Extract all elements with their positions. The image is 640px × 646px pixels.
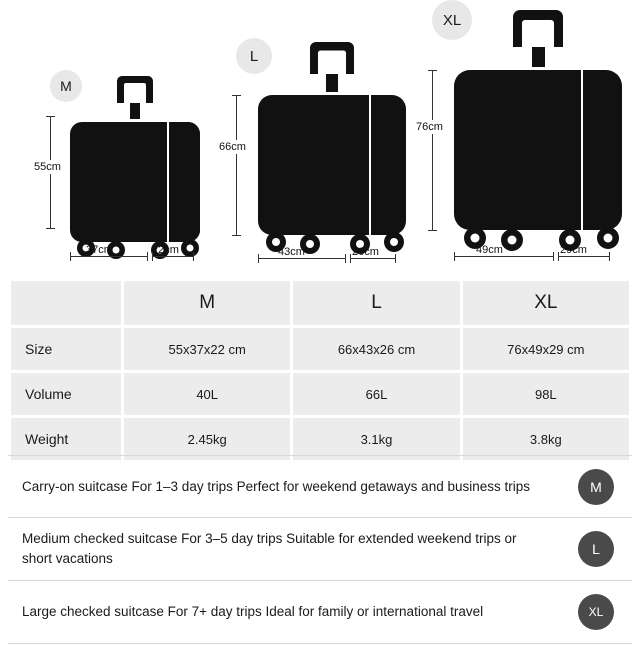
dim-line-width-l [258, 258, 346, 259]
dim-line-width-xl [454, 256, 554, 257]
dim-tick-dr-xl [609, 252, 610, 261]
suitcase-group-xl [414, 0, 634, 272]
cell-size-l: 66x43x26 cm [293, 328, 459, 370]
dim-tick-wr-m [147, 252, 148, 261]
table-header-m: M [124, 281, 290, 325]
dim-tick-dr-m [193, 252, 194, 261]
cell-volume-m: 40L [124, 373, 290, 415]
suitcase-icon-m [64, 74, 204, 264]
cell-weight-m: 2.45kg [124, 418, 290, 460]
table-header-row [11, 281, 629, 325]
list-item [8, 518, 632, 581]
table-row [11, 418, 629, 460]
row-label-size: Size [11, 328, 121, 370]
dim-tick-dl-xl [558, 252, 559, 261]
description-badge-xl [578, 594, 614, 630]
dim-depth-label-xl: 29cm [560, 244, 587, 256]
cell-volume-l: 66L [293, 373, 459, 415]
dim-width-label-l: 43cm [278, 246, 305, 258]
cell-size-xl: 76x49x29 cm [463, 328, 629, 370]
suitcase-illustration-area [0, 0, 640, 275]
cell-weight-l: 3.1kg [293, 418, 459, 460]
table-header-l: L [293, 281, 459, 325]
dim-tick-wr-xl [553, 252, 554, 261]
cell-volume-xl: 98L [463, 373, 629, 415]
dim-line-height-l [236, 95, 237, 235]
dim-line-width-m [70, 256, 148, 257]
size-badge-m: M [50, 70, 82, 102]
dim-line-depth-m [152, 256, 194, 257]
table-header-xl: XL [463, 281, 629, 325]
table-row [11, 373, 629, 415]
dim-depth-label-l: 26cm [352, 246, 379, 258]
cell-weight-xl: 3.8kg [463, 418, 629, 460]
dim-width-label-xl: 49cm [476, 244, 503, 256]
description-badge-label-l: L [592, 541, 600, 557]
dim-tick-wr-l [345, 254, 346, 263]
dim-tick-wl-l [258, 254, 259, 263]
dim-tick-wl-xl [454, 252, 455, 261]
size-badge-l: L [236, 38, 272, 74]
dim-tick-bottom-m [46, 228, 55, 229]
dim-tick-top-m [46, 116, 55, 117]
list-item [8, 455, 632, 518]
row-label-volume: Volume [11, 373, 121, 415]
size-badge-xl: XL [432, 0, 472, 40]
dim-line-depth-xl [558, 256, 610, 257]
dim-width-label-m: 37cm [86, 244, 113, 256]
description-text-l: Medium checked suitcase For 3–5 day trips Suitable for extended weekend trips or short vacations [22, 531, 517, 566]
suitcase-icon-l [252, 40, 412, 258]
suitcase-group-l [219, 32, 422, 272]
dim-height-label-xl: 76cm [416, 121, 443, 133]
description-badge-label-xl: XL [588, 605, 604, 619]
dim-tick-dr-l [395, 254, 396, 263]
description-badge-l [578, 531, 614, 567]
dim-tick-top-l [232, 95, 241, 96]
description-text-xl: Large checked suitcase For 7+ day trips Ideal for family or international travel [22, 604, 484, 620]
dim-line-depth-l [350, 258, 396, 259]
dim-tick-dl-l [350, 254, 351, 263]
dim-tick-top-xl [428, 70, 437, 71]
dim-tick-bottom-xl [428, 230, 437, 231]
description-list [8, 455, 632, 644]
dim-tick-bottom-l [232, 235, 241, 236]
suitcase-group-m [34, 60, 220, 270]
row-label-weight: Weight [11, 418, 121, 460]
dim-height-label-m: 55cm [34, 161, 61, 173]
dim-tick-wl-m [70, 252, 71, 261]
dim-height-label-l: 66cm [219, 141, 246, 153]
list-item [8, 581, 632, 644]
spec-table [8, 278, 632, 463]
cell-size-m: 55x37x22 cm [124, 328, 290, 370]
dim-line-height-xl [432, 70, 433, 230]
suitcase-icon-xl [448, 8, 628, 256]
dim-depth-label-m: 22cm [152, 244, 179, 256]
description-text-m: Carry-on suitcase For 1–3 day trips Perfect for weekend getaways and business trips [22, 478, 530, 494]
table-row [11, 328, 629, 370]
table-corner-cell [11, 281, 121, 325]
description-badge-m [578, 469, 614, 505]
description-badge-label-m: M [590, 478, 602, 495]
